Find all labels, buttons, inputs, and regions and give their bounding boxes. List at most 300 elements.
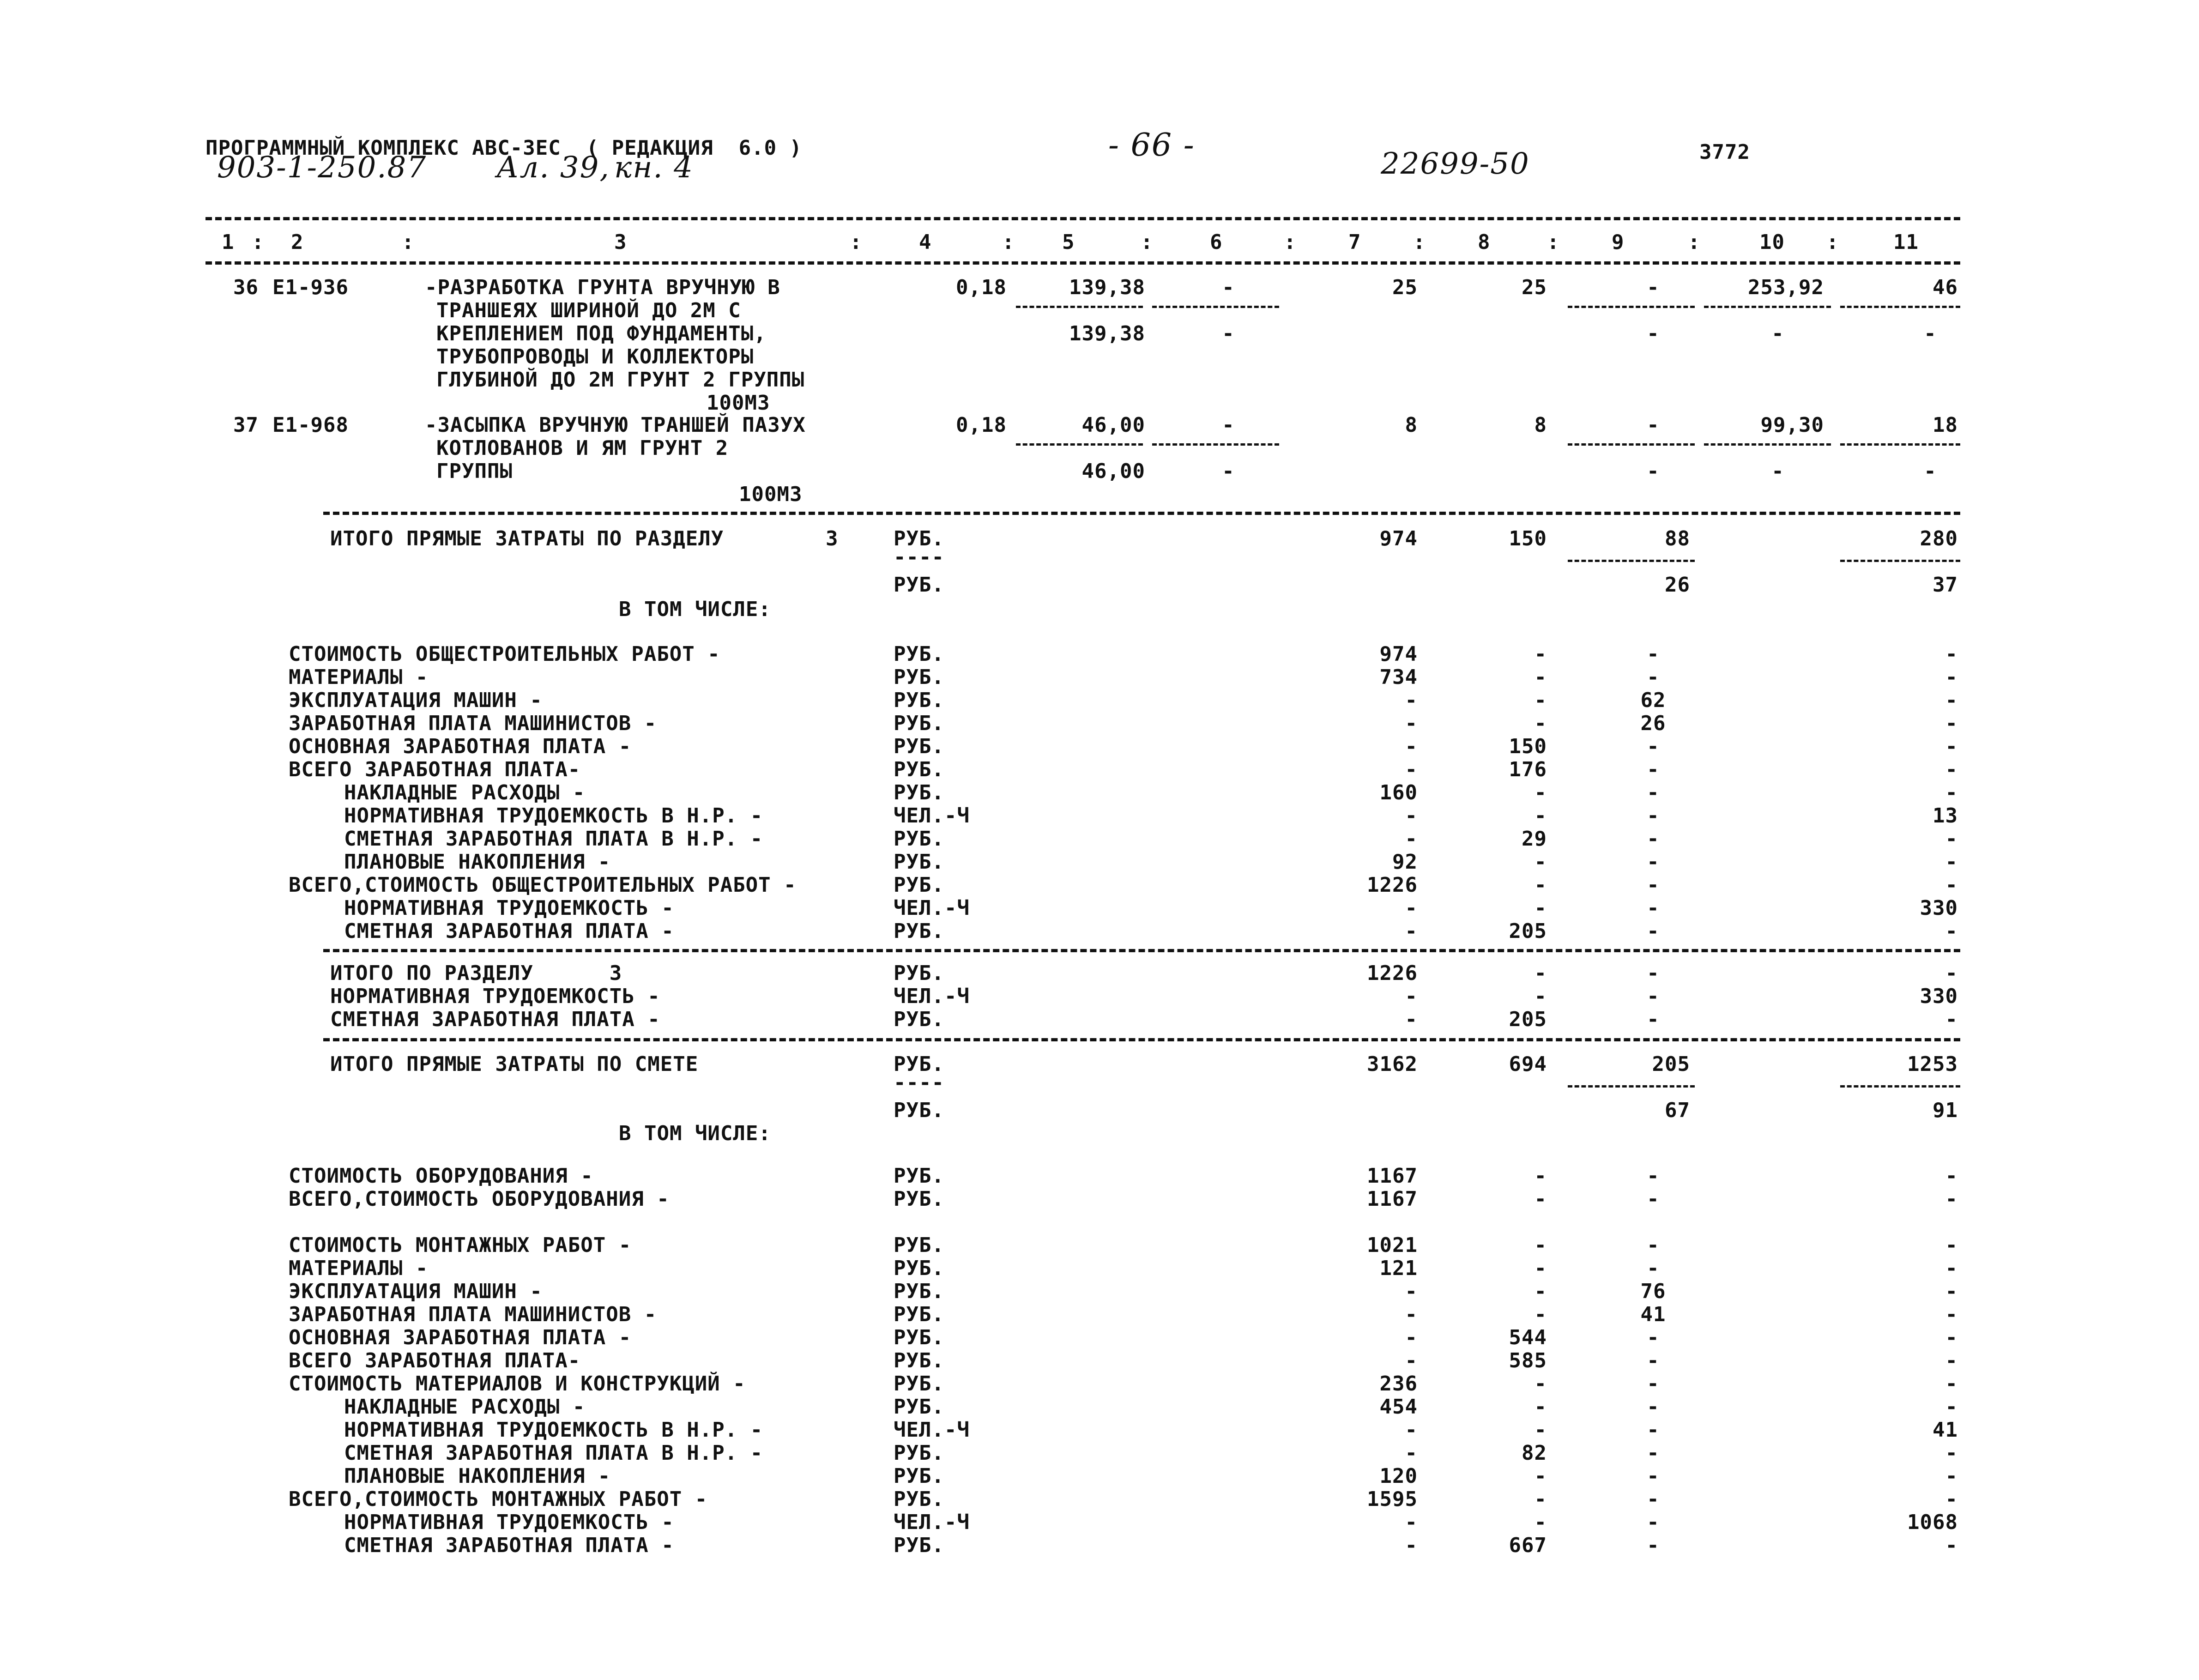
cell-col9: - xyxy=(1647,1418,1660,1442)
cell-col9: - xyxy=(1647,896,1660,920)
cell-col7: 92 xyxy=(1392,850,1418,874)
cell-col8: 694 xyxy=(1509,1052,1547,1076)
cell-col7: - xyxy=(1405,758,1418,781)
row-number: 37 xyxy=(233,413,259,437)
cell-col11: - xyxy=(1945,1464,1958,1488)
cell-col9: - xyxy=(1647,758,1660,781)
unit-label: РУБ. xyxy=(894,735,944,758)
unit-label: РУБ. xyxy=(894,1303,944,1326)
row-label: НОРМАТИВНАЯ ТРУДОЕМКОСТЬ - xyxy=(330,985,660,1008)
cell-col8: 544 xyxy=(1509,1326,1547,1349)
row-label: ПЛАНОВЫЕ НАКОПЛЕНИЯ - xyxy=(344,850,611,874)
row-label: СМЕТНАЯ ЗАРАБОТНАЯ ПЛАТА - xyxy=(344,919,674,943)
unit-label: РУБ. xyxy=(894,1052,944,1076)
cell-col10: - xyxy=(1771,322,1784,345)
sheet-code: 3772 xyxy=(1699,140,1750,164)
cell-col11: - xyxy=(1945,1303,1958,1326)
row-label: МАТЕРИАЛЫ - xyxy=(289,1257,429,1280)
column-header: 7 xyxy=(1348,230,1361,254)
cell-col11: - xyxy=(1945,1257,1958,1280)
cell-col9: - xyxy=(1647,1187,1660,1211)
cell-col9: - xyxy=(1647,804,1660,828)
cell-col7: 1595 xyxy=(1367,1487,1418,1511)
cell-col7: 236 xyxy=(1379,1372,1418,1396)
cell-col9: - xyxy=(1647,642,1660,666)
row-unit: 100М3 xyxy=(739,483,803,506)
unit-label: РУБ. xyxy=(894,1487,944,1511)
cell-col7: 974 xyxy=(1379,642,1418,666)
cell-col11: 91 xyxy=(1933,1099,1958,1122)
cell-col7: 1226 xyxy=(1367,873,1418,897)
cell-col7: 1167 xyxy=(1367,1164,1418,1188)
book-number: кн. 4 xyxy=(614,151,694,185)
column-header: 11 xyxy=(1893,230,1919,254)
row-label: ОСНОВНАЯ ЗАРАБОТНАЯ ПЛАТА - xyxy=(289,735,632,758)
cell-underline xyxy=(1568,443,1695,446)
column-separator: : xyxy=(1547,230,1560,254)
column-separator: : xyxy=(850,230,863,254)
row-description-line: КОТЛОВАНОВ И ЯМ ГРУНТ 2 xyxy=(436,436,729,460)
cell-col8: - xyxy=(1534,1233,1547,1257)
cell-col10: 253,92 xyxy=(1748,276,1824,299)
row-label: НАКЛАДНЫЕ РАСХОДЫ - xyxy=(344,1395,586,1419)
cell-col11: 330 xyxy=(1920,985,1958,1008)
cell-col9: - xyxy=(1647,1257,1660,1280)
row-code: E1-968 xyxy=(272,413,349,437)
cell-col8: - xyxy=(1534,712,1547,735)
cell-col5: 139,38 xyxy=(1069,276,1145,299)
unit-label: РУБ. xyxy=(894,665,944,689)
unit-underline: ---- xyxy=(894,1071,944,1094)
cell-col9: 205 xyxy=(1652,1052,1690,1076)
column-header: 3 xyxy=(614,230,627,254)
cell-col8: - xyxy=(1534,1280,1547,1303)
unit-label: РУБ. xyxy=(894,873,944,897)
unit-label: ЧЕЛ.-Ч xyxy=(894,1511,970,1534)
unit-label: РУБ. xyxy=(894,1372,944,1396)
row-label: СТОИМОСТЬ МАТЕРИАЛОВ И КОНСТРУКЦИЙ - xyxy=(289,1372,746,1396)
cell-col8: 150 xyxy=(1509,735,1547,758)
row-description-line: ТРАНШЕЯХ ШИРИНОЙ ДО 2М С xyxy=(436,299,741,322)
cell-underline xyxy=(1568,560,1695,562)
cell-underline xyxy=(1840,1085,1960,1088)
column-separator: : xyxy=(1284,230,1297,254)
cell-col4: 0,18 xyxy=(956,413,1007,437)
unit-label: РУБ. xyxy=(894,850,944,874)
row-description-line: -РАЗРАБОТКА ГРУНТА ВРУЧНУЮ В xyxy=(425,276,780,299)
project-number: 903-1-250.87 xyxy=(217,151,427,185)
cell-col8: - xyxy=(1534,1164,1547,1188)
cell-col11: - xyxy=(1945,758,1958,781)
cell-col8: - xyxy=(1534,1418,1547,1442)
cell-col11: - xyxy=(1945,1349,1958,1372)
row-label: ЗАРАБОТНАЯ ПЛАТА МАШИНИСТОВ - xyxy=(289,712,657,735)
cell-col11: - xyxy=(1924,322,1937,345)
cell-col9: - xyxy=(1647,459,1660,483)
cell-col11: - xyxy=(1945,1164,1958,1188)
row-label: ВСЕГО ЗАРАБОТНАЯ ПЛАТА- xyxy=(289,758,581,781)
row-label: ВСЕГО ЗАРАБОТНАЯ ПЛАТА- xyxy=(289,1349,581,1372)
including-heading: В ТОМ ЧИСЛЕ: xyxy=(619,598,771,621)
cell-underline xyxy=(1568,306,1695,308)
album-number: Ал. 39, xyxy=(496,151,610,185)
cell-col9: - xyxy=(1647,276,1660,299)
cell-col9: 41 xyxy=(1640,1303,1666,1326)
cell-col4: 0,18 xyxy=(956,276,1007,299)
row-label: ВСЕГО,СТОИМОСТЬ МОНТАЖНЫХ РАБОТ - xyxy=(289,1487,708,1511)
cell-col11: - xyxy=(1945,850,1958,874)
unit-label: РУБ. xyxy=(894,1441,944,1465)
unit-label: РУБ. xyxy=(894,961,944,985)
column-header: 5 xyxy=(1062,230,1075,254)
unit-label: РУБ. xyxy=(894,1099,944,1122)
cell-col11: - xyxy=(1945,642,1958,666)
cell-col7: - xyxy=(1405,896,1418,920)
cell-col9: - xyxy=(1647,919,1660,943)
unit-label: РУБ. xyxy=(894,1164,944,1188)
cell-col7: 25 xyxy=(1392,276,1418,299)
cell-col9: 76 xyxy=(1640,1280,1666,1303)
cell-underline xyxy=(1568,1085,1695,1088)
cell-col11: - xyxy=(1945,919,1958,943)
cell-col11: 1068 xyxy=(1907,1511,1958,1534)
cell-col7: - xyxy=(1405,1534,1418,1557)
cell-col7: 1167 xyxy=(1367,1187,1418,1211)
cell-col8: - xyxy=(1534,781,1547,804)
cell-col11: 18 xyxy=(1933,413,1958,437)
unit-label: РУБ. xyxy=(894,1233,944,1257)
cell-col8: - xyxy=(1534,896,1547,920)
column-header: 1 xyxy=(222,230,235,254)
cell-col8: - xyxy=(1534,665,1547,689)
cell-col10: 99,30 xyxy=(1760,413,1824,437)
unit-label: РУБ. xyxy=(894,689,944,712)
cell-col8: - xyxy=(1534,1303,1547,1326)
cell-col11: 13 xyxy=(1933,804,1958,828)
cell-col7: - xyxy=(1405,827,1418,851)
row-label: ЭКСПЛУАТАЦИЯ МАШИН - xyxy=(289,1280,543,1303)
unit-label: ЧЕЛ.-Ч xyxy=(894,896,970,920)
cell-col8: - xyxy=(1534,1372,1547,1396)
cell-col7: 8 xyxy=(1405,413,1418,437)
cell-underline xyxy=(1152,306,1279,308)
unit-label: РУБ. xyxy=(894,919,944,943)
cell-col7: - xyxy=(1405,1008,1418,1031)
cell-col11: - xyxy=(1945,1395,1958,1419)
cell-col11: - xyxy=(1945,735,1958,758)
section-total-number: 3 xyxy=(826,527,839,550)
column-separator: : xyxy=(1002,230,1015,254)
cell-col9: - xyxy=(1647,827,1660,851)
row-label: НОРМАТИВНАЯ ТРУДОЕМКОСТЬ - xyxy=(344,896,674,920)
cell-col5: 46,00 xyxy=(1081,459,1145,483)
cell-col9: - xyxy=(1647,413,1660,437)
cell-underline xyxy=(1704,443,1831,446)
row-description-line: ГЛУБИНОЙ ДО 2М ГРУНТ 2 ГРУППЫ xyxy=(436,368,805,392)
cell-col8: 29 xyxy=(1522,827,1547,851)
row-label: ПЛАНОВЫЕ НАКОПЛЕНИЯ - xyxy=(344,1464,611,1488)
row-code: E1-936 xyxy=(272,276,349,299)
cell-col7: - xyxy=(1405,1349,1418,1372)
cell-col9: - xyxy=(1647,873,1660,897)
row-label: СМЕТНАЯ ЗАРАБОТНАЯ ПЛАТА - xyxy=(330,1008,660,1031)
cell-col7: 734 xyxy=(1379,665,1418,689)
cell-col7: - xyxy=(1405,1280,1418,1303)
cell-col11: - xyxy=(1945,1280,1958,1303)
unit-label: РУБ. xyxy=(894,1008,944,1031)
cell-col8: - xyxy=(1534,1487,1547,1511)
cell-col9: - xyxy=(1647,1233,1660,1257)
row-label: ЭКСПЛУАТАЦИЯ МАШИН - xyxy=(289,689,543,712)
including-heading: В ТОМ ЧИСЛЕ: xyxy=(619,1122,771,1145)
row-label: СТОИМОСТЬ МОНТАЖНЫХ РАБОТ - xyxy=(289,1233,632,1257)
cell-col9: - xyxy=(1647,781,1660,804)
cell-col7: 120 xyxy=(1379,1464,1418,1488)
cell-col9: 62 xyxy=(1640,689,1666,712)
rule-header xyxy=(205,261,1960,265)
cell-col9: - xyxy=(1647,1464,1660,1488)
row-unit: 100М3 xyxy=(707,391,770,415)
cell-col7: 160 xyxy=(1379,781,1418,804)
unit-label: РУБ. xyxy=(894,1280,944,1303)
cell-col8: - xyxy=(1534,873,1547,897)
cell-underline xyxy=(1704,306,1831,308)
row-description-line: -ЗАСЫПКА ВРУЧНУЮ ТРАНШЕЙ ПАЗУХ xyxy=(425,413,806,437)
column-header: 8 xyxy=(1478,230,1491,254)
cell-col6: - xyxy=(1222,459,1235,483)
row-label: СМЕТНАЯ ЗАРАБОТНАЯ ПЛАТА - xyxy=(344,1534,674,1557)
row-label: МАТЕРИАЛЫ - xyxy=(289,665,429,689)
unit-label: РУБ. xyxy=(894,1395,944,1419)
cell-col8: - xyxy=(1534,1511,1547,1534)
column-header: 10 xyxy=(1759,230,1785,254)
cell-col11: - xyxy=(1945,961,1958,985)
cell-col8: - xyxy=(1534,1257,1547,1280)
cell-col8: 150 xyxy=(1509,527,1547,550)
cell-col9: - xyxy=(1647,665,1660,689)
cell-col8: 25 xyxy=(1522,276,1547,299)
unit-label: ЧЕЛ.-Ч xyxy=(894,1418,970,1442)
cell-col11: - xyxy=(1945,1487,1958,1511)
cell-col8: 205 xyxy=(1509,1008,1547,1031)
unit-label: РУБ. xyxy=(894,1534,944,1557)
rule-top xyxy=(205,217,1960,220)
cell-col7: 1021 xyxy=(1367,1233,1418,1257)
cell-underline xyxy=(1840,443,1960,446)
cell-col9: - xyxy=(1647,735,1660,758)
cell-col11: - xyxy=(1945,873,1958,897)
cell-col8: - xyxy=(1534,961,1547,985)
section-total-label: ИТОГО ПРЯМЫЕ ЗАТРАТЫ ПО РАЗДЕЛУ xyxy=(330,527,724,550)
row-label: ВСЕГО,СТОИМОСТЬ ОБОРУДОВАНИЯ - xyxy=(289,1187,670,1211)
column-header: 6 xyxy=(1210,230,1223,254)
cell-col11: - xyxy=(1945,1008,1958,1031)
cell-col8: - xyxy=(1534,985,1547,1008)
cell-col11: 37 xyxy=(1933,573,1958,597)
cell-col11: 280 xyxy=(1920,527,1958,550)
column-separator: : xyxy=(402,230,415,254)
cell-col8: - xyxy=(1534,1395,1547,1419)
column-separator: : xyxy=(1413,230,1426,254)
cell-col8: 585 xyxy=(1509,1349,1547,1372)
cell-col11: - xyxy=(1945,1372,1958,1396)
cell-col11: - xyxy=(1945,827,1958,851)
unit-label: РУБ. xyxy=(894,827,944,851)
cell-col11: - xyxy=(1945,1441,1958,1465)
cell-col9: - xyxy=(1647,322,1660,345)
cell-col9: 26 xyxy=(1640,712,1666,735)
cell-col9: 88 xyxy=(1665,527,1690,550)
cell-col9: - xyxy=(1647,1534,1660,1557)
cell-col8: - xyxy=(1534,642,1547,666)
cell-underline xyxy=(1016,306,1143,308)
cell-col7: - xyxy=(1405,1441,1418,1465)
cell-col9: - xyxy=(1647,1008,1660,1031)
cell-col6: - xyxy=(1222,276,1235,299)
cell-col9: - xyxy=(1647,1395,1660,1419)
doc-number: 22699-50 xyxy=(1381,147,1530,181)
column-separator: : xyxy=(252,230,265,254)
page-number: - 66 - xyxy=(1108,127,1195,163)
unit-label: РУБ. xyxy=(894,1257,944,1280)
cell-col11: - xyxy=(1945,712,1958,735)
cell-col11: - xyxy=(1945,1534,1958,1557)
row-description-line: ТРУБОПРОВОДЫ И КОЛЛЕКТОРЫ xyxy=(436,345,754,369)
cell-col8: 8 xyxy=(1534,413,1547,437)
unit-label: ЧЕЛ.-Ч xyxy=(894,985,970,1008)
unit-label: РУБ. xyxy=(894,1187,944,1211)
cell-col8: 176 xyxy=(1509,758,1547,781)
cell-col7: - xyxy=(1405,1303,1418,1326)
cell-col11: - xyxy=(1945,1326,1958,1349)
cell-col5: 139,38 xyxy=(1069,322,1145,345)
cell-col7: - xyxy=(1405,985,1418,1008)
cell-col6: - xyxy=(1222,322,1235,345)
row-label: СТОИМОСТЬ ОБОРУДОВАНИЯ - xyxy=(289,1164,593,1188)
unit-label: РУБ. xyxy=(894,1349,944,1372)
cell-col7: - xyxy=(1405,712,1418,735)
cell-col7: - xyxy=(1405,735,1418,758)
cell-col11: - xyxy=(1945,665,1958,689)
cell-col8: 667 xyxy=(1509,1534,1547,1557)
column-separator: : xyxy=(1826,230,1839,254)
cell-col8: 205 xyxy=(1509,919,1547,943)
cell-underline xyxy=(1840,306,1960,308)
cell-col7: - xyxy=(1405,1511,1418,1534)
cell-col6: - xyxy=(1222,413,1235,437)
cell-col11: - xyxy=(1945,1233,1958,1257)
cell-col7: - xyxy=(1405,1418,1418,1442)
cell-col9: - xyxy=(1647,1326,1660,1349)
cell-col11: 46 xyxy=(1933,276,1958,299)
rule-section xyxy=(323,1038,1960,1041)
cell-col7: 3162 xyxy=(1367,1052,1418,1076)
unit-label: РУБ. xyxy=(894,573,944,597)
row-label: ВСЕГО,СТОИМОСТЬ ОБЩЕСТРОИТЕЛЬНЫХ РАБОТ - xyxy=(289,873,797,897)
row-label: ЗАРАБОТНАЯ ПЛАТА МАШИНИСТОВ - xyxy=(289,1303,657,1326)
row-label: НОРМАТИВНАЯ ТРУДОЕМКОСТЬ В Н.Р. - xyxy=(344,804,763,828)
cell-col7: - xyxy=(1405,804,1418,828)
cell-col7: 121 xyxy=(1379,1257,1418,1280)
cell-col5: 46,00 xyxy=(1081,413,1145,437)
cell-col7: 974 xyxy=(1379,527,1418,550)
cell-col11: 1253 xyxy=(1907,1052,1958,1076)
row-label: НАКЛАДНЫЕ РАСХОДЫ - xyxy=(344,781,586,804)
row-label: СТОИМОСТЬ ОБЩЕСТРОИТЕЛЬНЫХ РАБОТ - xyxy=(289,642,720,666)
cell-col9: - xyxy=(1647,1487,1660,1511)
cell-col11: - xyxy=(1924,459,1937,483)
cell-col11: 41 xyxy=(1933,1418,1958,1442)
cell-underline xyxy=(1152,443,1279,446)
cell-col11: - xyxy=(1945,781,1958,804)
unit-label: РУБ. xyxy=(894,712,944,735)
cell-col7: 454 xyxy=(1379,1395,1418,1419)
cell-col8: - xyxy=(1534,804,1547,828)
cell-col9: - xyxy=(1647,1349,1660,1372)
unit-label: РУБ. xyxy=(894,758,944,781)
cell-col8: - xyxy=(1534,1464,1547,1488)
row-label: НОРМАТИВНАЯ ТРУДОЕМКОСТЬ - xyxy=(344,1511,674,1534)
column-header: 2 xyxy=(291,230,304,254)
row-label: НОРМАТИВНАЯ ТРУДОЕМКОСТЬ В Н.Р. - xyxy=(344,1418,763,1442)
cell-col11: 330 xyxy=(1920,896,1958,920)
cell-col9: - xyxy=(1647,1511,1660,1534)
column-separator: : xyxy=(1141,230,1154,254)
column-header: 9 xyxy=(1612,230,1625,254)
cell-col8: 82 xyxy=(1522,1441,1547,1465)
cell-col9: - xyxy=(1647,961,1660,985)
estimate-total-label: ИТОГО ПРЯМЫЕ ЗАТРАТЫ ПО СМЕТЕ xyxy=(330,1052,699,1076)
cell-col11: - xyxy=(1945,1187,1958,1211)
column-separator: : xyxy=(1688,230,1701,254)
row-description-line: КРЕПЛЕНИЕМ ПОД ФУНДАМЕНТЫ, xyxy=(436,322,767,345)
cell-col9: - xyxy=(1647,850,1660,874)
row-description-line: ГРУППЫ xyxy=(436,459,513,483)
unit-label: РУБ. xyxy=(894,642,944,666)
cell-col9: - xyxy=(1647,1164,1660,1188)
cell-underline xyxy=(1840,560,1960,562)
row-label: СМЕТНАЯ ЗАРАБОТНАЯ ПЛАТА В Н.Р. - xyxy=(344,827,763,851)
cell-col7: - xyxy=(1405,689,1418,712)
unit-underline: ---- xyxy=(894,545,944,569)
cell-underline xyxy=(1016,443,1143,446)
rule-section xyxy=(323,949,1960,952)
cell-col8: - xyxy=(1534,689,1547,712)
cell-col7: 1226 xyxy=(1367,961,1418,985)
row-label: ОСНОВНАЯ ЗАРАБОТНАЯ ПЛАТА - xyxy=(289,1326,632,1349)
rule-section xyxy=(323,512,1960,515)
cell-col9: 67 xyxy=(1665,1099,1690,1122)
unit-label: РУБ. xyxy=(894,1326,944,1349)
cell-col8: - xyxy=(1534,850,1547,874)
unit-label: РУБ. xyxy=(894,781,944,804)
unit-label: ЧЕЛ.-Ч xyxy=(894,804,970,828)
cell-col11: - xyxy=(1945,689,1958,712)
row-number: 36 xyxy=(233,276,259,299)
cell-col8: - xyxy=(1534,1187,1547,1211)
cell-col7: - xyxy=(1405,1326,1418,1349)
column-header: 4 xyxy=(919,230,932,254)
row-label: ИТОГО ПО РАЗДЕЛУ 3 xyxy=(330,961,622,985)
cell-col9: - xyxy=(1647,1441,1660,1465)
cell-col9: - xyxy=(1647,1372,1660,1396)
cell-col9: 26 xyxy=(1665,573,1690,597)
cell-col7: - xyxy=(1405,919,1418,943)
cell-col10: - xyxy=(1771,459,1784,483)
program-title: ПРОГРАММНЫЙ КОМПЛЕКС АВС-3ЕС ( РЕДАКЦИЯ 6.0 ) xyxy=(205,136,803,160)
unit-label: РУБ. xyxy=(894,527,944,550)
cell-col9: - xyxy=(1647,985,1660,1008)
